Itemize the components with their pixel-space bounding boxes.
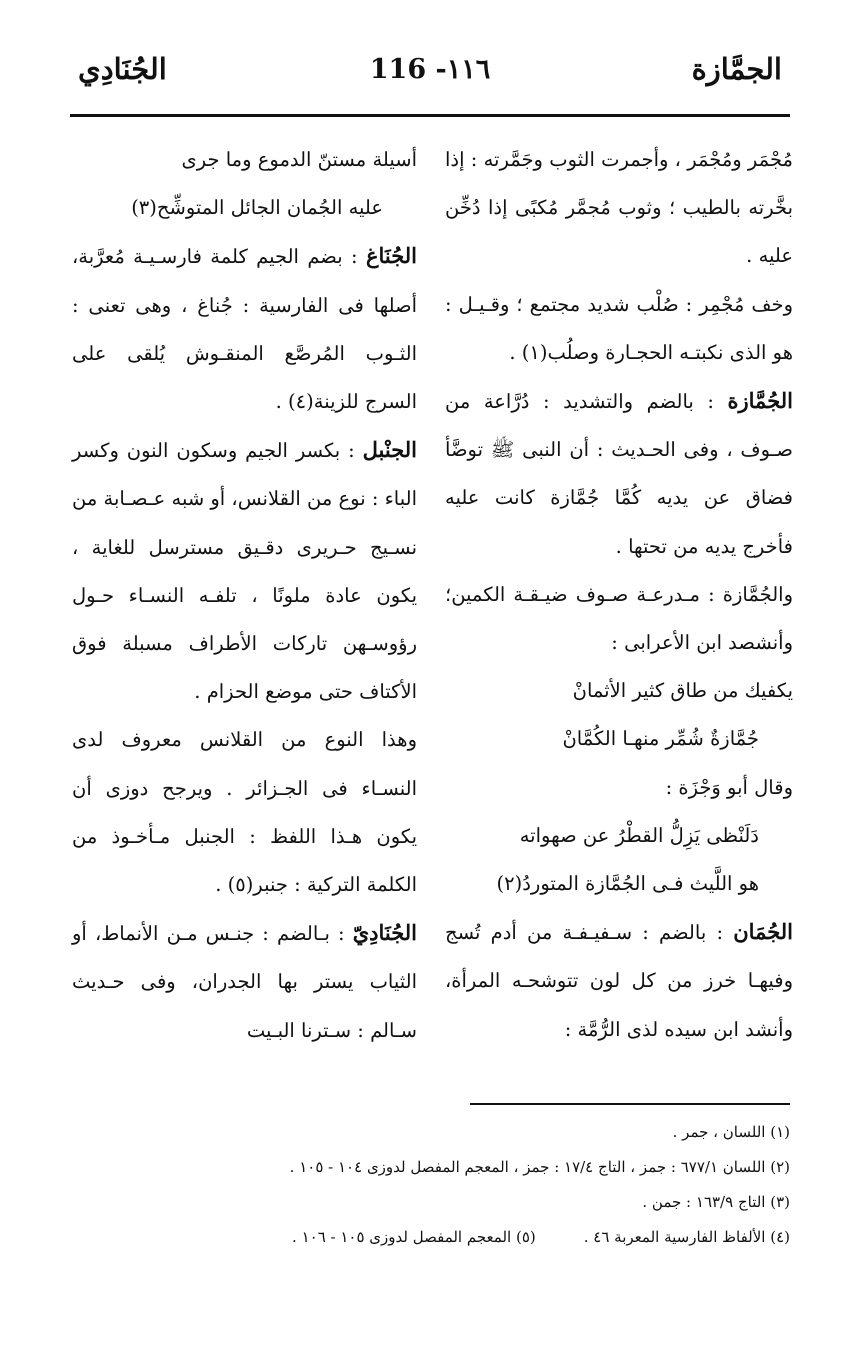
entry-term: الجنْبل (362, 437, 417, 463)
header-last-entry: الجُنَادِي (78, 52, 167, 86)
footnote-rule (470, 1103, 790, 1105)
left-column (72, 136, 417, 1055)
entry-text: عليه الجُمان الجائل المتوشِّح(٣) (131, 196, 383, 220)
header-rule (70, 114, 790, 117)
paragraph (445, 764, 793, 812)
entry-text: وقال أبو وَجْزَة : (665, 775, 793, 799)
paragraph (72, 716, 417, 909)
entry-text: دَلَنْظى يَزِلُّ القطْرُ عن صهواته (519, 823, 759, 847)
entry-text: وهذا النوع من القلانس معروف لدى النسـاء فى الجـزائر . ويرجح دوزى أن يكون هـذا اللفظ : الجنبل مـأخـوذ من الكلمة التركية : جنبر(٥) . (72, 728, 417, 897)
entry-text: : بالضم والتشديد : دُرَّاعة من صـوف ، وفى الحـديث : أن النبى ﷺ توضَّأ فضاق عن يديه كُمَّا جُمَّازة كانت عليه فأخرج يديه من تحتها . (445, 390, 793, 558)
entry-text: : بـالضم : جنـس مـن الأنماط، أو الثياب يستر بها الجدران، وفى حـديث سـالم : سـترنا البـيت (72, 922, 417, 1042)
footnotes (70, 1115, 790, 1255)
footnote-4: (٤) الألفاظ الفارسية المعربة ٤٦ . (583, 1228, 790, 1246)
entry-text: يكفيك من طاق كثير الأثمانْ (572, 679, 793, 703)
entry-text: : بضم الجيم كلمة فارسـيـة مُعرَّبة، أصلها فى الفارسية : جُناغ ، وهى تعنى : الثـوب المُرصَّع المنقـوش يُلقى على السرج للزينة(٤) . (72, 245, 417, 414)
paragraph (445, 571, 793, 667)
paragraph (72, 909, 417, 1055)
paragraph (72, 426, 417, 716)
footnote-row (70, 1220, 790, 1255)
footnote-1: (١) اللسان ، جمر . (672, 1123, 790, 1141)
footnote-3: (٣) التاج ١٦٣/٩ : جمن . (642, 1193, 790, 1211)
footnote-5: (٥) المعجم المفصل لدوزى ١٠٥ - ١٠٦ . (292, 1228, 536, 1246)
paragraph (445, 377, 793, 571)
entry-term: الجُمَان (733, 919, 793, 945)
entry-term: الجُنَاغ (365, 243, 417, 269)
entry-text: : بكسر الجيم وسكون النون وكسر الباء : نوع من القلانس، أو شبه عـصـابة من نسـيج حـريرى دقـيق مسترسل للغاية ، يكون عادة ملونًا ، تلفـه النسـاء حـول رؤوسـهن تاركات الأطراف مسبلة فوق الأكتاف حتى موضع الحزام . (72, 439, 417, 704)
entry-text: أسيلة مستنّ الدموع وما جرى (181, 148, 417, 171)
header-first-entry: الجمَّازة (691, 52, 782, 86)
paragraph (445, 860, 793, 908)
paragraph (445, 908, 793, 1054)
footnote-2: (٢) اللسان ٦٧٧/١ : جمز ، التاج ١٧/٤ : جمز ، المعجم المفصل لدوزى ١٠٤ - ١٠٥ . (289, 1158, 790, 1176)
entry-term: الجُمَّازة (727, 388, 793, 414)
paragraph (445, 281, 793, 377)
entry-term: الجُنَادِيّ (352, 920, 417, 946)
entry-text: جُمَّازةٌ شُمِّر منهـا الكُمَّانْ (562, 727, 759, 751)
entry-text: والجُمَّازة : مـدرعـة صـوف ضيـقـة الكمين؛ وأنشصد ابن الأعرابى : (445, 582, 793, 655)
entry-text: هو اللَّيث فـى الجُمَّازة المتوردُ(٢) (496, 872, 759, 896)
entry-text: : بالضم : سـفيـفـة من أدم تُسج وفيهـا خرز من كل لون تتوشحـه المرأة، وأنشد ابن سيده لذى الرُّمَّة : (445, 921, 793, 1041)
paragraph (72, 136, 417, 184)
entry-text: وخف مُجْمِر : صُلْب شديد مجتمع ؛ وقـيـل : هو الذى نكبتـه الحجـارة وصلُب(١) . (445, 292, 793, 364)
page-header (70, 52, 790, 102)
right-column (445, 136, 793, 1054)
paragraph (445, 136, 793, 281)
paragraph (72, 232, 417, 426)
paragraph (445, 812, 793, 860)
paragraph (72, 184, 417, 232)
paragraph (445, 715, 793, 763)
entry-text: مُجْمَر ومُجْمَر ، وأجمرت الثوب وجَمَّرته : إذا بخَّرته بالطيب ؛ وثوب مُجمَّر مُكبًى إذا دُخِّن عليه . (445, 148, 793, 268)
page-number: 116 -١١٦ (369, 54, 491, 85)
paragraph (445, 667, 793, 715)
